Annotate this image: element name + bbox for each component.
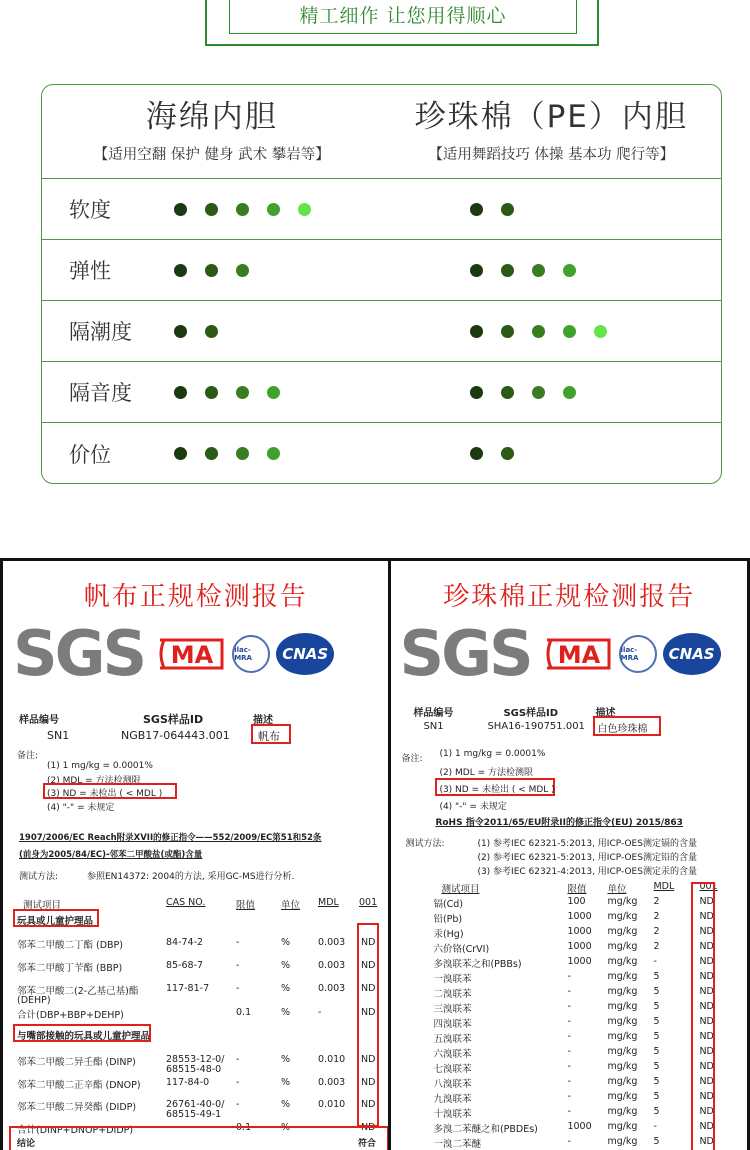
table-cell: 5 xyxy=(653,1106,660,1117)
rating-dot xyxy=(532,325,545,338)
rating-dot xyxy=(174,325,187,338)
table-cell: 5 xyxy=(653,986,660,997)
regulation-line-2: (前身为2005/84/EC)-邻苯二甲酸盐(或酯)含量 xyxy=(19,850,203,860)
sample-number-header: 样品编号 xyxy=(19,715,59,726)
table-cell: 0.010 xyxy=(318,1099,346,1110)
rating-dot xyxy=(236,447,249,460)
rating-dot xyxy=(205,264,218,277)
table-cell: 九溴联苯 xyxy=(433,1094,472,1105)
sample-number-header: 样品编号 xyxy=(413,708,454,719)
table-cell: - xyxy=(567,1076,571,1087)
table-cell: - xyxy=(318,1007,322,1018)
table-cell: 六溴联苯 xyxy=(433,1049,472,1060)
table-cell: 5 xyxy=(653,971,660,982)
table-cell: ND xyxy=(699,926,714,937)
certification-logos-right xyxy=(399,617,720,690)
table-cell: ND xyxy=(361,1122,376,1133)
table-cell: 5 xyxy=(653,1046,660,1057)
sample-description: 白色珍珠棉 xyxy=(597,724,648,735)
table-cell: 邻苯二甲酸二丁酯 (DBP) xyxy=(17,940,123,951)
table-cell: - xyxy=(236,960,240,971)
table-cell: ND xyxy=(699,1061,714,1072)
canvas-report xyxy=(3,561,391,1150)
table-cell: mg/kg xyxy=(607,986,638,997)
table-cell: 邻苯二甲酸二(2-乙基己基)酯 xyxy=(17,986,139,997)
sponge-rating xyxy=(168,203,470,216)
sponge-rating xyxy=(168,325,470,338)
table-cell: 1000 xyxy=(567,956,592,967)
note-1: (1) 1 mg/kg = 0.0001% xyxy=(47,761,153,771)
cma-logo xyxy=(156,636,226,672)
table-cell: 2 xyxy=(653,926,660,937)
table-cell: - xyxy=(567,1001,571,1012)
conclusion-label: 结论 xyxy=(17,1139,36,1149)
sponge-rating xyxy=(168,386,470,399)
table-cell: 一溴二苯醚 xyxy=(433,1139,481,1150)
table-cell: 合计(DBP+BBP+DEHP) xyxy=(17,1010,124,1021)
column-header: MDL xyxy=(653,881,675,892)
rating-dot xyxy=(205,386,218,399)
phthalate-table xyxy=(3,897,391,1137)
table-cell: 5 xyxy=(653,1061,660,1072)
note-2: (2) MDL = 方法检测限 xyxy=(47,776,141,786)
table-cell: 合计(DINP+DNOP+DIDP) xyxy=(17,1125,134,1136)
table-cell: 邻苯二甲酸二异癸酯 (DIDP) xyxy=(17,1102,137,1113)
table-cell: % xyxy=(281,1054,291,1065)
rating-dot xyxy=(470,203,483,216)
table-row xyxy=(3,1109,391,1123)
table-cell: - xyxy=(567,986,571,997)
pe-rating xyxy=(470,386,594,399)
sponge-rating xyxy=(168,447,470,460)
table-cell: - xyxy=(236,1099,240,1110)
table-cell: 68515-48-0 xyxy=(166,1064,222,1075)
pe-rating xyxy=(470,264,594,277)
table-cell: - xyxy=(567,1136,571,1147)
table-cell: 三溴联苯 xyxy=(433,1004,472,1015)
method-label: 测试方法: xyxy=(19,872,59,882)
sponge-subtitle: 【适用空翻 保护 健身 武术 攀岩等】 xyxy=(93,147,330,163)
rating-dot xyxy=(298,203,311,216)
column-header: 限值 xyxy=(236,900,256,911)
column-header: MDL xyxy=(318,897,339,908)
table-cell: - xyxy=(318,1122,322,1133)
table-cell: (DEHP) xyxy=(17,995,51,1006)
rating-dot xyxy=(205,325,218,338)
rating-dot xyxy=(267,203,280,216)
table-cell: 5 xyxy=(653,1091,660,1102)
table-row xyxy=(3,1064,391,1078)
table-cell: - xyxy=(567,971,571,982)
rating-dot xyxy=(236,386,249,399)
table-cell: 多溴联苯之和(PBBs) xyxy=(433,959,522,970)
sponge-title: 海绵内胆 xyxy=(145,99,278,135)
comparison-row xyxy=(42,362,721,423)
table-cell: 1000 xyxy=(567,1121,592,1132)
column-header: 测试项目 xyxy=(23,900,62,911)
table-cell: 一溴联苯 xyxy=(433,974,472,985)
table-cell: 铅(Pb) xyxy=(433,914,463,925)
method-text: 参照EN14372: 2004的方法, 采用GC-MS进行分析. xyxy=(87,872,295,882)
group-highlight xyxy=(13,909,99,927)
table-cell: 六价铬(CrVI) xyxy=(433,944,490,955)
table-cell: 5 xyxy=(653,1031,660,1042)
rating-dot xyxy=(267,386,280,399)
cnas-logo: CNAS xyxy=(276,633,334,675)
table-cell: 1000 xyxy=(567,926,592,937)
sponge-rating xyxy=(168,264,470,277)
table-cell: 2 xyxy=(653,941,660,952)
table-cell: mg/kg xyxy=(607,1076,638,1087)
banner-text: 精工细作 让您用得顺心 xyxy=(299,5,507,27)
table-cell: - xyxy=(567,1091,571,1102)
table-cell: 85-68-7 xyxy=(166,960,204,971)
table-cell: ND xyxy=(699,1121,714,1132)
table-cell: 汞(Hg) xyxy=(433,929,464,940)
sample-id: NGB17-064443.001 xyxy=(121,729,230,742)
table-cell: mg/kg xyxy=(607,926,638,937)
column-header: 单位 xyxy=(607,884,627,895)
table-cell: % xyxy=(281,983,291,994)
table-cell: 镉(Cd) xyxy=(433,899,464,910)
pe-column-header xyxy=(382,85,722,178)
table-cell: 五溴联苯 xyxy=(433,1034,472,1045)
table-cell: 68515-49-1 xyxy=(166,1109,222,1120)
rating-dot xyxy=(563,264,576,277)
rating-dot xyxy=(205,447,218,460)
regulation-line-1: 1907/2006/EC Reach附录XVII的修正指令——552/2009/EC第51和52条 xyxy=(19,833,322,843)
sgs-id-header: SGS样品ID xyxy=(143,713,204,726)
comparison-row xyxy=(42,423,721,484)
table-cell: % xyxy=(281,1099,291,1110)
table-cell: 117-81-7 xyxy=(166,983,210,994)
table-cell: 二溴联苯 xyxy=(433,989,472,1000)
table-row xyxy=(3,937,391,951)
table-cell: 2 xyxy=(653,896,660,907)
cnas-logo: CNAS xyxy=(663,633,721,675)
column-header: 001 xyxy=(359,897,378,908)
reports-section xyxy=(0,558,750,1150)
rating-dot xyxy=(205,203,218,216)
rating-dot xyxy=(563,325,576,338)
comparison-rows xyxy=(42,179,721,484)
table-cell: ND xyxy=(361,937,376,948)
rating-dot xyxy=(532,386,545,399)
table-cell: mg/kg xyxy=(607,911,638,922)
table-cell: % xyxy=(281,960,291,971)
sgs-id-header: SGS样品ID xyxy=(503,708,559,719)
ilac-logo: ilac-MRA xyxy=(232,635,270,673)
rating-dot xyxy=(501,203,514,216)
table-cell: 0.010 xyxy=(318,1054,346,1065)
table-cell: 2 xyxy=(653,911,660,922)
table-cell: 十溴联苯 xyxy=(433,1109,472,1120)
note-3: (3) ND = 未检出 ( < MDL ) xyxy=(439,785,555,795)
table-row xyxy=(3,960,391,974)
table-cell: - xyxy=(236,983,240,994)
certification-logos xyxy=(13,617,334,690)
table-cell: 5 xyxy=(653,1016,660,1027)
table-cell: - xyxy=(567,1106,571,1117)
sample-description: 帆布 xyxy=(258,730,280,743)
table-cell: mg/kg xyxy=(607,956,638,967)
table-cell: mg/kg xyxy=(607,1061,638,1072)
sample-number: SN1 xyxy=(47,729,70,742)
table-cell: - xyxy=(236,1054,240,1065)
table-cell: ND xyxy=(699,971,714,982)
method-1: (1) 参考IEC 62321-5:2013, 用ICP-OES测定镉的含量 xyxy=(477,839,697,849)
table-cell: ND xyxy=(699,1076,714,1087)
banner xyxy=(229,0,577,34)
description-header: 描述 xyxy=(253,715,273,726)
rating-dot xyxy=(501,325,514,338)
table-cell: 0.1 xyxy=(236,1007,252,1018)
conclusion-highlight xyxy=(9,1126,389,1150)
method-3: (3) 参考IEC 62321-4:2013, 用ICP-OES测定汞的含量 xyxy=(477,867,697,877)
table-cell: mg/kg xyxy=(607,1016,638,1027)
comparison-row xyxy=(42,240,721,301)
table-cell: mg/kg xyxy=(607,1136,638,1147)
table-cell: 0.1 xyxy=(236,1122,252,1133)
table-cell: 0.003 xyxy=(318,983,346,994)
pe-report-title: 珍珠棉正规检测报告 xyxy=(443,582,696,612)
rating-dot xyxy=(563,386,576,399)
pe-subtitle: 【适用舞蹈技巧 体操 基本功 爬行等】 xyxy=(428,147,675,163)
rating-dot xyxy=(470,447,483,460)
table-cell: 邻苯二甲酸丁苄酯 (BBP) xyxy=(17,963,123,974)
notes-title: 备注: xyxy=(17,751,39,761)
rating-dot xyxy=(532,264,545,277)
table-cell: % xyxy=(281,1007,291,1018)
group-highlight xyxy=(13,1024,151,1042)
table-cell: mg/kg xyxy=(607,1106,638,1117)
table-cell: ND xyxy=(699,1001,714,1012)
canvas-report-title: 帆布正规检测报告 xyxy=(83,582,308,612)
comparison-row xyxy=(42,179,721,240)
table-cell: ND xyxy=(699,1091,714,1102)
table-cell: 八溴联苯 xyxy=(433,1079,472,1090)
table-cell: ND xyxy=(699,896,714,907)
table-cell: 5 xyxy=(653,1136,660,1147)
rating-dot xyxy=(470,325,483,338)
table-cell: mg/kg xyxy=(607,941,638,952)
table-cell: 四溴联苯 xyxy=(433,1019,472,1030)
comparison-label: 隔潮度 xyxy=(69,320,132,344)
sgs-logo: SGS xyxy=(13,617,145,690)
table-cell: - xyxy=(567,1061,571,1072)
note-3: (3) ND = 未检出 ( < MDL ) xyxy=(47,789,163,799)
column-header: 单位 xyxy=(281,900,301,911)
column-header: 限值 xyxy=(567,884,587,895)
table-cell: 26761-40-0/ xyxy=(166,1099,225,1110)
comparison-row xyxy=(42,301,721,362)
table-cell: ND xyxy=(699,1046,714,1057)
table-cell: 邻苯二甲酸二异壬酯 (DINP) xyxy=(17,1057,136,1068)
table-cell: 0.003 xyxy=(318,937,346,948)
method-label: 测试方法: xyxy=(405,839,445,849)
table-cell: 5 xyxy=(653,1076,660,1087)
rating-dot xyxy=(501,447,514,460)
table-cell: 七溴联苯 xyxy=(433,1064,472,1075)
table-cell: mg/kg xyxy=(607,896,638,907)
rating-dot xyxy=(267,447,280,460)
table-cell: - xyxy=(567,1016,571,1027)
cma-text: MA xyxy=(557,641,600,669)
rating-dot xyxy=(236,264,249,277)
table-cell: ND xyxy=(361,960,376,971)
table-cell: ND xyxy=(699,1136,714,1147)
comparison-label: 隔音度 xyxy=(69,381,132,405)
table-cell: ND xyxy=(361,1099,376,1110)
column-header: 001 xyxy=(699,881,718,892)
table-cell: 84-74-2 xyxy=(166,937,204,948)
comparison-label: 软度 xyxy=(69,198,111,222)
notes-title: 备注: xyxy=(401,754,423,764)
comparison-table xyxy=(41,84,722,484)
note-4: (4) "-" = 未规定 xyxy=(439,802,507,812)
table-cell: - xyxy=(236,937,240,948)
column-header: 测试项目 xyxy=(441,884,480,895)
table-cell: - xyxy=(567,1031,571,1042)
table-cell: mg/kg xyxy=(607,971,638,982)
rating-dot xyxy=(594,325,607,338)
table-cell: ND xyxy=(699,1031,714,1042)
table-cell: mg/kg xyxy=(607,1001,638,1012)
method-2: (2) 参考IEC 62321-5:2013, 用ICP-OES测定铅的含量 xyxy=(477,853,697,863)
table-cell: - xyxy=(653,1121,657,1132)
sponge-column-header xyxy=(42,85,382,178)
cma-text: MA xyxy=(170,641,214,669)
rating-dot xyxy=(501,386,514,399)
column-header: CAS NO. xyxy=(166,897,206,908)
sample-number: SN1 xyxy=(423,721,444,732)
rating-dot xyxy=(174,386,187,399)
table-cell: mg/kg xyxy=(607,1091,638,1102)
table-cell: ND xyxy=(699,1016,714,1027)
table-cell: 0.003 xyxy=(318,960,346,971)
pe-rating xyxy=(470,447,532,460)
pe-rating xyxy=(470,203,532,216)
table-cell: ND xyxy=(361,983,376,994)
rating-dot xyxy=(236,203,249,216)
comparison-label: 弹性 xyxy=(69,259,111,283)
table-cell: - xyxy=(653,956,657,967)
table-cell: ND xyxy=(699,956,714,967)
group-title: 与嘴部接触的玩具或儿童护理品 xyxy=(17,1031,151,1042)
comparison-header xyxy=(42,85,721,179)
table-cell: % xyxy=(281,1122,291,1133)
table-cell: ND xyxy=(699,941,714,952)
table-cell: ND xyxy=(699,1106,714,1117)
rating-dot xyxy=(470,264,483,277)
result-column-highlight xyxy=(691,881,718,1150)
rating-dot xyxy=(501,264,514,277)
note-2: (2) MDL = 方法检测限 xyxy=(439,768,534,778)
table-cell: 100 xyxy=(567,896,586,907)
group-title: 玩具或儿童护理品 xyxy=(17,916,94,927)
ilac-logo: ilac-MRA xyxy=(619,635,657,673)
cma-logo xyxy=(543,636,613,672)
sgs-logo: SGS xyxy=(399,617,531,690)
table-cell: ND xyxy=(361,1077,376,1088)
table-cell: % xyxy=(281,937,291,948)
table-cell: 0.003 xyxy=(318,1077,346,1088)
rohs-regulation: RoHS 指令2011/65/EU附录II的修正指令(EU) 2015/863 xyxy=(435,818,683,828)
table-cell: - xyxy=(236,1077,240,1088)
pe-title: 珍珠棉（PE）内胆 xyxy=(414,99,688,135)
conclusion-value: 符合 xyxy=(358,1139,377,1149)
pe-foam-report xyxy=(391,561,747,1150)
rating-dot xyxy=(174,447,187,460)
table-cell: % xyxy=(281,1077,291,1088)
table-row xyxy=(3,1007,391,1021)
table-cell: 5 xyxy=(653,1001,660,1012)
table-row xyxy=(3,1077,391,1091)
table-cell: mg/kg xyxy=(607,1046,638,1057)
comparison-label: 价位 xyxy=(69,442,111,467)
description-header: 描述 xyxy=(595,708,616,719)
rating-dot xyxy=(174,264,187,277)
table-cell: ND xyxy=(699,911,714,922)
rating-dot xyxy=(470,386,483,399)
pe-rating xyxy=(470,325,625,338)
sample-id: SHA16-190751.001 xyxy=(487,721,585,732)
table-cell: - xyxy=(567,1046,571,1057)
table-cell: 邻苯二甲酸二正辛酯 (DNOP) xyxy=(17,1080,141,1091)
rating-dot xyxy=(174,203,187,216)
table-cell: 1000 xyxy=(567,911,592,922)
table-cell: 1000 xyxy=(567,941,592,952)
table-cell: mg/kg xyxy=(607,1031,638,1042)
table-cell: ND xyxy=(699,986,714,997)
table-cell: ND xyxy=(361,1054,376,1065)
table-cell: ND xyxy=(361,1007,376,1018)
note-4: (4) "-" = 未规定 xyxy=(47,803,115,813)
result-column-highlight xyxy=(357,923,379,1127)
table-cell: 28553-12-0/ xyxy=(166,1054,225,1065)
table-cell: 117-84-0 xyxy=(166,1077,210,1088)
note-1: (1) 1 mg/kg = 0.0001% xyxy=(439,749,546,759)
table-cell: 多溴二苯醚之和(PBDEs) xyxy=(433,1124,538,1135)
table-cell: mg/kg xyxy=(607,1121,638,1132)
